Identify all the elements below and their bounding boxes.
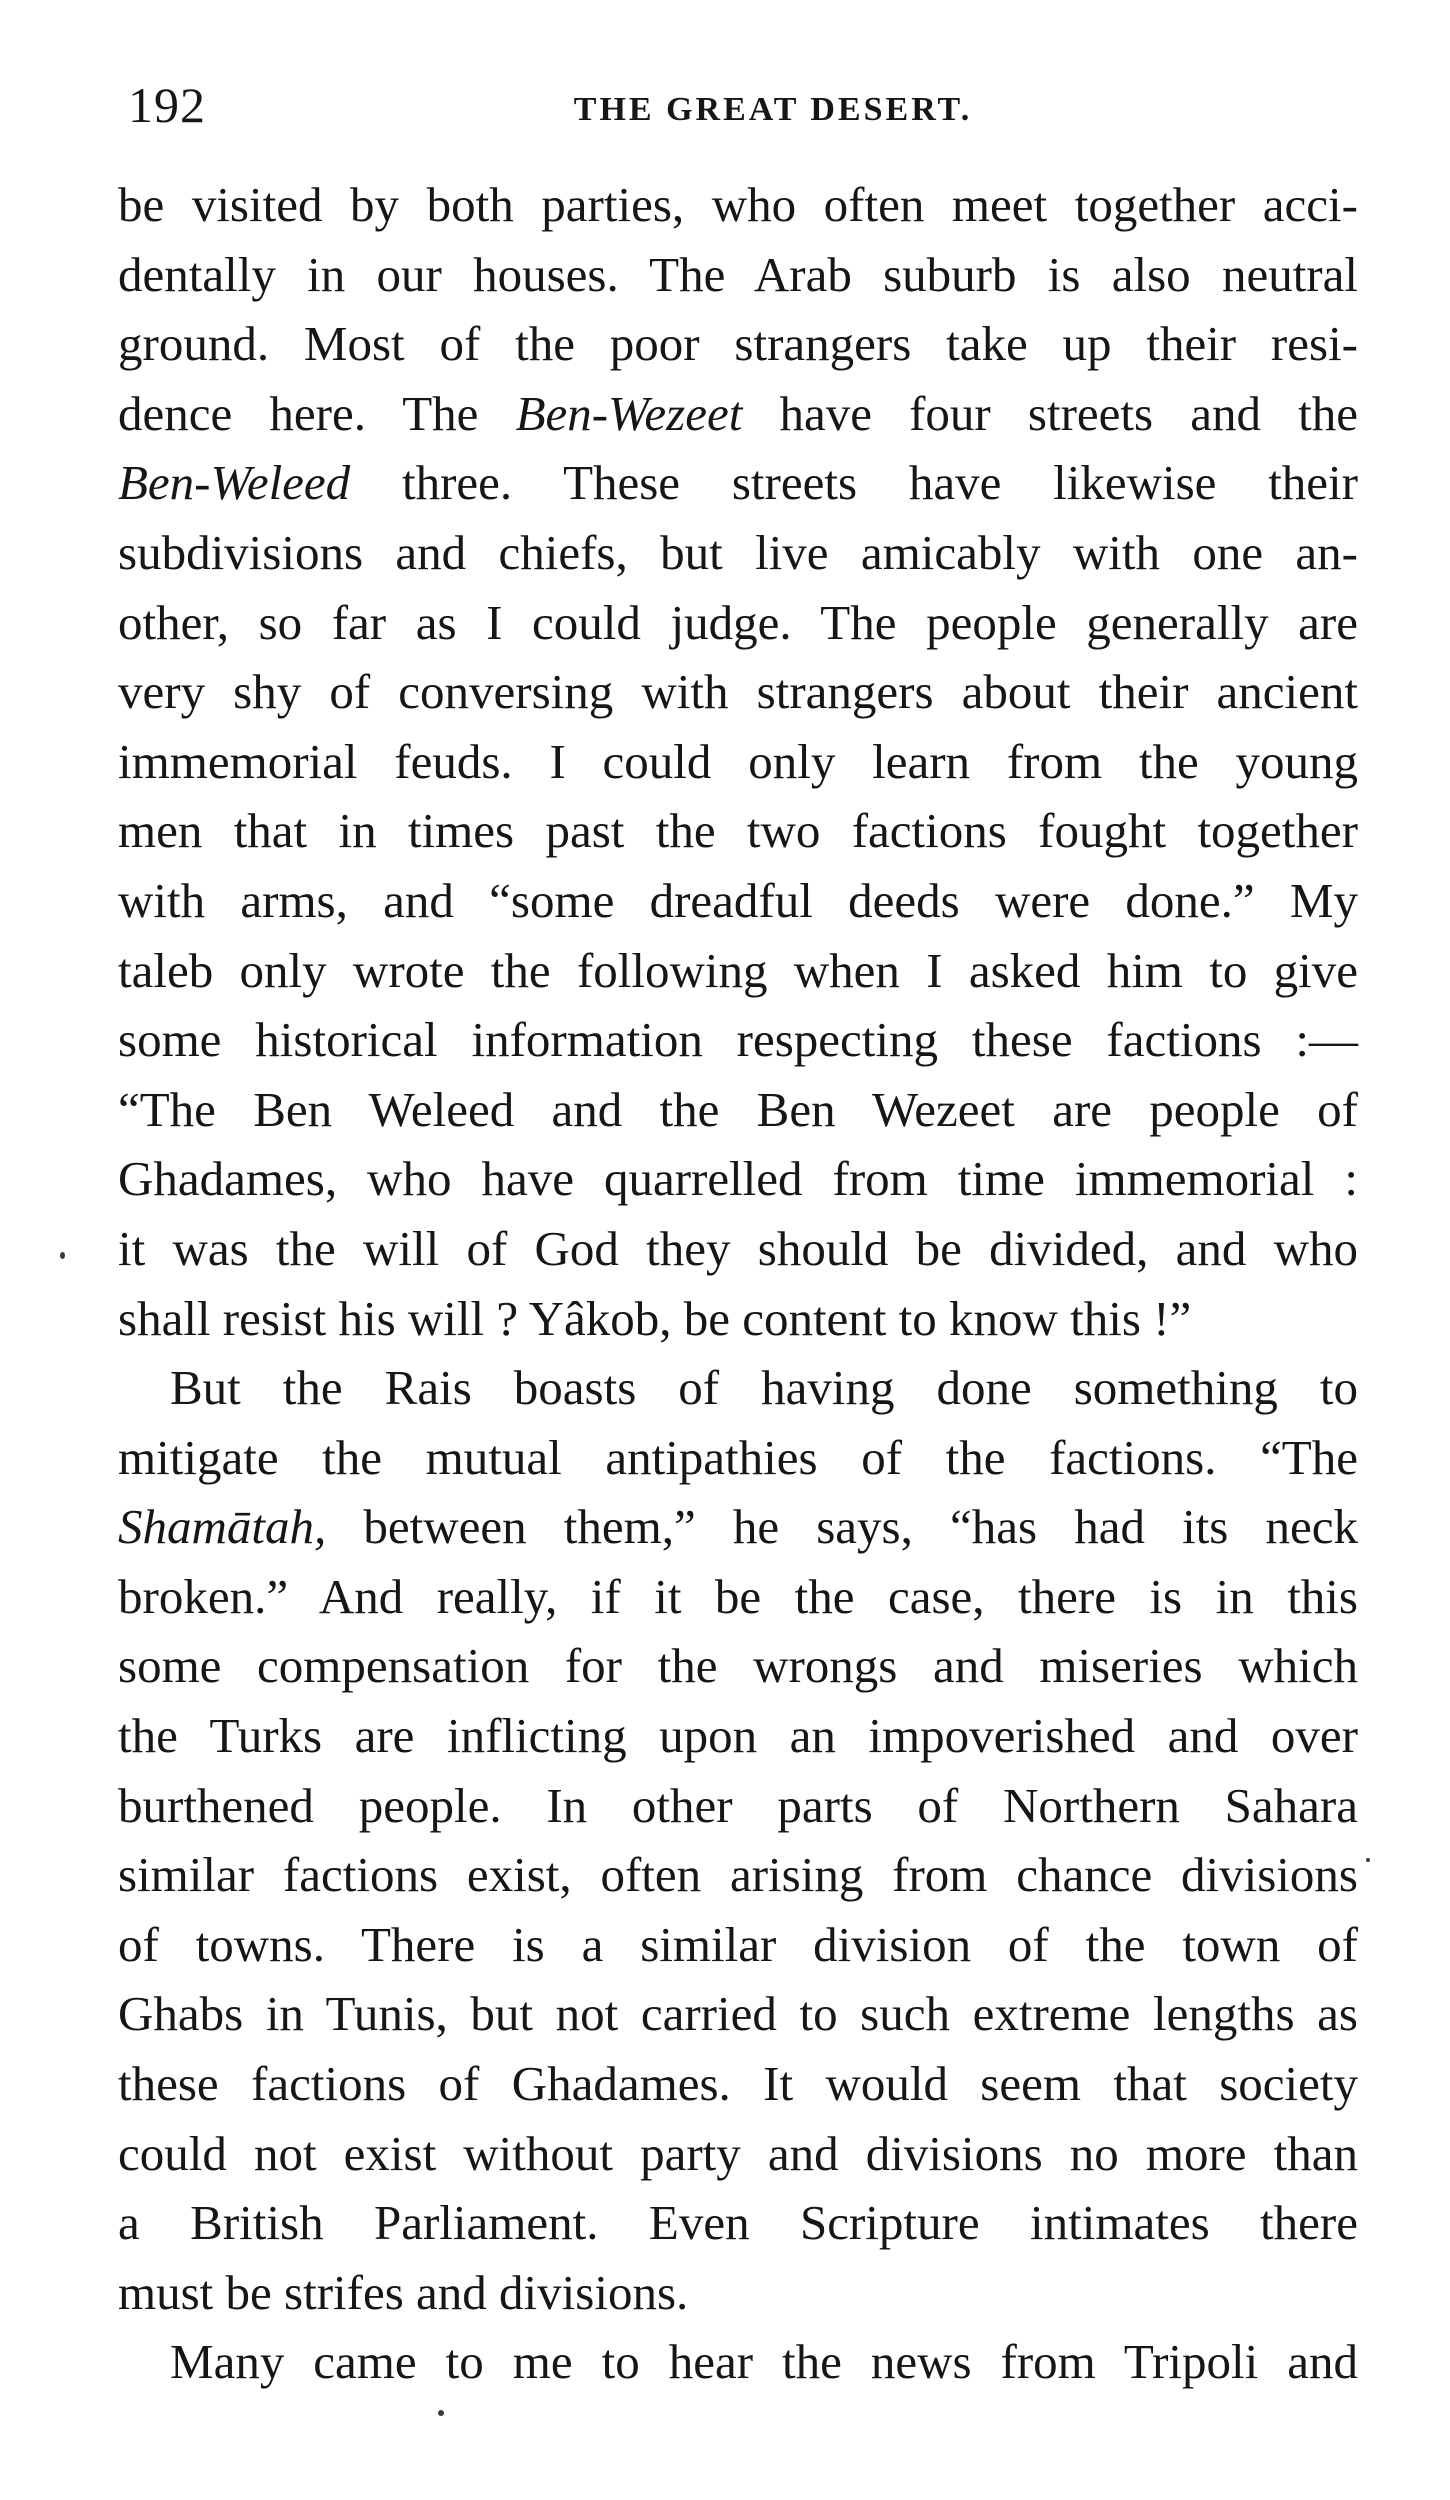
text-line [118,2258,1358,2328]
text-segment: could not exist without party and divisions no more than [118,2125,1358,2181]
text-segment: But the Rais boasts of having done something to [170,1360,1358,1416]
text-line [118,1771,1358,1841]
text-segment: ground. Most of the poor strangers take up their resi- [118,316,1358,372]
text-line [118,1423,1358,1493]
text-line [118,796,1358,866]
text-line [118,170,1358,240]
text-segment: immemorial feuds. I could only learn from the young [118,733,1358,789]
text-line [118,1144,1358,1214]
text-line [118,1840,1358,1910]
text-line [118,448,1358,518]
italic-text-segment: Shamātah, [118,1499,327,1555]
text-segment: have four streets and the [742,385,1358,441]
text-segment: of towns. There is a similar division of the town of [118,1916,1358,1972]
italic-text-segment: Ben-Weleed [118,455,351,511]
text-segment: three. These streets have likewise their [350,455,1358,511]
text-segment: some compensation for the wrongs and miseries which [118,1638,1358,1694]
running-head: THE GREAT DESERT. [573,91,973,128]
text-segment: must be strifes and divisions. [118,2264,689,2320]
text-segment: Many came to me to hear the news from Tripoli and [170,2334,1358,2390]
text-segment: Ghabs in Tunis, but not carried to such extreme lengths as [118,1986,1358,2042]
text-line [118,1492,1358,1562]
text-segment: men that in times past the two factions fought together [118,803,1358,859]
text-line [118,936,1358,1006]
speck [438,2410,444,2416]
italic-text-segment: Ben-Wezeet [515,385,743,441]
text-line [118,1562,1358,1632]
text-segment: be visited by both parties, who often meet together acci- [118,177,1358,232]
text-segment: taleb only wrote the following when I asked him to give [118,942,1358,998]
text-line [118,866,1358,936]
text-line [118,2327,1358,2397]
text-segment: mitigate the mutual antipathies of the factions. “The [118,1429,1358,1485]
text-segment: subdivisions and chiefs, but live amicably with one an- [118,524,1358,580]
text-line [118,2188,1358,2258]
text-line [118,379,1358,449]
speck [1366,1858,1370,1862]
text-segment: very shy of conversing with strangers about their ancient [118,664,1358,720]
text-segment: these factions of Ghadames. It would seem that society [118,2056,1358,2112]
text-segment: broken.” And really, if it be the case, there is in this [118,1568,1358,1624]
text-line [118,588,1358,658]
page-number: 192 [128,77,206,133]
text-segment: between them,” he says, “has had its neck [326,1499,1358,1555]
body-text [118,170,1358,2397]
page-header [128,70,1358,140]
text-segment: a British Parliament. Even Scripture intimates there [118,2195,1358,2251]
text-line [118,727,1358,797]
text-segment: dentally in our houses. The Arab suburb is also neutral [118,246,1358,302]
text-line [118,1005,1358,1075]
text-line [118,2119,1358,2189]
text-line [118,1284,1358,1354]
text-segment: “The Ben Weleed and the Ben Wezeet are people of [118,1081,1358,1137]
text-segment: the Turks are inflicting upon an impoverished and over [118,1708,1358,1764]
text-segment: it was the will of God they should be divided, and who [118,1220,1358,1276]
speck [60,1252,65,1259]
text-segment: shall resist his will ? Yâkob, be content to know this !” [118,1290,1192,1346]
text-segment: with arms, and “some dreadful deeds were done.” My [118,872,1358,928]
text-line [118,240,1358,310]
text-line [118,2049,1358,2119]
text-segment: Ghadames, who have quarrelled from time immemorial : [118,1151,1358,1207]
text-line [118,1075,1358,1145]
text-segment: similar factions exist, often arising from chance divisions [118,1847,1358,1903]
text-segment: dence here. The [118,385,516,441]
text-segment: some historical information respecting these factions :— [118,1012,1358,1068]
text-segment: burthened people. In other parts of Northern Sahara [118,1777,1358,1833]
text-line [118,657,1358,727]
text-segment: other, so far as I could judge. The people generally are [118,594,1358,650]
text-line [118,1353,1358,1423]
text-line [118,1701,1358,1771]
text-line [118,1910,1358,1980]
text-line [118,1979,1358,2049]
text-line [118,309,1358,379]
text-line [118,1631,1358,1701]
text-line [118,1214,1358,1284]
text-line [118,518,1358,588]
